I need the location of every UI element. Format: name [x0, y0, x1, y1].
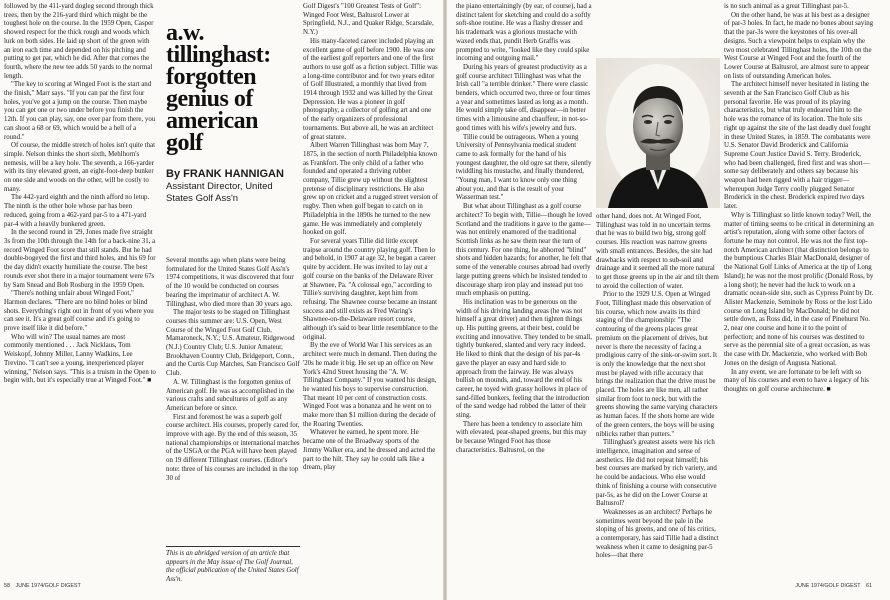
paragraph: "The key to scoring at Winged Foot is the start and the finish," Marr says. "If you can par the first four holes, you've got a jump on the course. Then maybe you can get one or two under before you finish the 12th. If you can play, say, one over par from there, you can shoot a 68 or 69, which would be a hell of a round."	[4, 81, 156, 141]
byline-author: By FRANK HANNIGAN	[166, 168, 284, 180]
paragraph: First and foremost he was a superb golf course architect. His courses, properly cared for, improve with age. By the end of this season, 35 national championships or international matches of the USGA or the PGA will have been played on 19 different Tillinghast courses. (Editor's note: three of his courses are included in the top 30 of	[166, 413, 300, 482]
paragraph: By the eve of World War I his services as an architect were much in demand. Then during the '20s he made it big. He set up an office on New York's 42nd Street housing the "A. W. Tillinghast Company." If you wanted his design, he wanted his boys to supervise construction. That meant 10 per cent of construction costs. Winged Foot was a bonanza and he went on to make more than $1 million during the decade of the Roaring Twenties.	[303, 342, 437, 428]
paragraph: The 442-yard eighth and the ninth afford no letup. The ninth is the other hole whose par has been reduced, going from a 462-yard par-5 to a 471-yard par-4 with a heavily bunkered green.	[4, 194, 150, 228]
paragraph: His inclination was to be generous on the width of his driving landing areas (he was not himself a great driver) and then tighten things up. His putting greens, at their best, could be exciting and innovative. They tended to be small, tightly bunkered, slanted and very racy indeed. He liked to think that the design of his par-4s gave the player an easy and hard side to approach from the fairway. He was always bullish on mounds, and, toward the end of his career, he toyed with grassy hollows in place of sand-filled bunkers, feeling that the introduction of the sand wedge had robbed the latter of their sting.	[456, 298, 592, 420]
paragraph: the piano entertainingly (by ear, of course), had a distinct talent for sketching and could do a softly soft-shoe routine. He was a flashy dresser and his trademark was a glorious mustache with waxed ends that, pundit Herb Graffis was prompted to write, "looked like they could spike incoming and outgoing mail."	[456, 3, 592, 63]
footer-left	[4, 583, 81, 589]
column-6	[724, 3, 874, 578]
paragraph: His many-faceted career included playing an excellent game of golf before 1900. He was one of the earliest golf reporters and one of the first authors to use golf as a fiction subject. Tillie was a long-time contributor and for two years editor of Golf Illustrated, a monthly that lived from 1914 through 1932 and was killed by the Great Depression. He was a pioneer in golf photography, a collector of golfing art and one of the early organizers of professional tournaments. But above all, he was an architect of great stature.	[303, 37, 438, 141]
paragraph: Weaknesses as an architect? Perhaps he sometimes went beyond the pale in the sloping of his greens, and one of his critics, a contemporary, has said Tillie had a distinct weakness when it came to designing par-5 holes—that there	[596, 508, 719, 560]
paragraph: The major tests to be staged on Tillinghast courses this summer are: U.S. Open, West Course of the Winged Foot Golf Club, Mamaroneck, N.Y.; U.S. Amateur, Ridgewood (N.J.) Country Club; U.S. Junior Amateur, Brookhaven Country Club, Bridgeport, Conn., and the Curtis Cup Matches, San Francisco Golf Club.	[166, 309, 300, 378]
paragraph: The architect himself never hesitated in listing the seventh at the San Francisco Golf Club as his personal favorite. He was proud of its playing characteristics, but what truly endeared him to the hole was the romance of its location. The hole sits right up against the site of the last deadly duel fought in these United States, in 1859. The combatants were U.S. Senator David Broderick and California Supreme Court Justice David S. Terry. Broderick, who had been challenged, fired first and was short—some say deliberately and others say because his weapon had been rigged with a hair trigger—whereupon Judge Terry coolly plugged Senator Broderick in the chest. Broderick expired two days later.	[724, 81, 871, 211]
column-4	[456, 3, 592, 578]
paragraph: During his years of greatest productivity as a golf course architect Tillinghast was what the Irish call "a terrible drinker." There were classic benders, which occurred two, three or four times a year and sometimes lasted as long as a month. He would simply take off, disappear—in better times with a limousine and chauffeur, in not-so-good times with his wife's jewelry and furs.	[456, 63, 591, 132]
footer-left-label: JUNE 1974/GOLF DIGEST	[15, 583, 81, 589]
paragraph: Prior to the 1929 U.S. Open at Winged Foot, Tillinghast made this observation of his course, which now awaits its third staging of the championship: "The contouring of the greens places great premium on the placement of drives, but never is there the necessity of facing a prodigious carry of the sink-or-swim sort. It is only the knowledge that the next shot must be played with rifle accuracy that brings the realization that the drive must be placed. The holes are like men, all rather similar from foot to neck, but with the greens showing the same varying characters as human faces. If the shots home are wide of the green centers, the boys will be using niblicks rather than putters."	[596, 291, 718, 438]
page-number-right: 61	[866, 583, 872, 589]
paragraph: other hand, does not. At Winged Foot, Tillinghast was told in no uncertain terms that he was to build two big, strong golf courses. His reaction was narrow greens with small entrances. Besides, the site had drawbacks with respect to sub-soil and drainage and it seemed all the more natural to get those greens up in the air and tilt them to avoid the collection of water.	[596, 213, 719, 290]
page-gutter	[443, 0, 447, 600]
tillinghast-portrait-photo	[596, 58, 720, 208]
column-1	[4, 3, 156, 578]
column-2	[166, 257, 300, 547]
paragraph: In the second round in '29, Jones made five straight 3s from the 10th through the 14th for a back-nine 31, a record Winged Foot score that still stands. But he had double-bogeyed the first and third holes, and his 69 for the day didn't exactly humiliate the course. The best rounds ever shot there in a major tournament were 67s by Sam Snead and Bob Rosburg in the 1959 Open.	[4, 229, 156, 289]
paragraph: followed by the 411-yard dogleg second through thick trees, then by the 216-yard third which might be the toughest hole on the course. In the 1959 Open, Casper showed respect for the thick rough and woods which lurk on both sides. He laid up short of the green with an iron each time and depended on his pitching and putting to get par, which he did. After that comes the fourth, where the new tee adds 50 yards to the normal length.	[4, 3, 154, 80]
paragraph: Of course, the middle stretch of holes isn't quite that simple. Nelson thinks the short sixth, Mehlhorn's nemesis, will be a key hole. The seventh, a 166-yarder with its tiny elevated green, an eight-foot-deep bunker on one side and woods on the other, will be costly to many.	[4, 142, 155, 193]
paragraph: Tillie could be outrageous. When a young University of Pennsylvania medical student came to ask formally for the hand of his youngest daughter, the old ogre sat there, silently twiddling his mustache, and finally thundered, "Young man, I want to know only one thing about you, and that is the result of your Wasserman test."	[456, 133, 592, 202]
paragraph: "There's nothing unfair about Winged Foot," Harmon declares. "There are no blind holes or blind shots. Everything's right out in front of you where you can see it. It's a great golf course and it's going to prove itself like it did before."	[4, 290, 154, 333]
footer-right-label: JUNE 1974/GOLF DIGEST	[795, 583, 861, 589]
page-number-left: 58	[4, 583, 10, 589]
paragraph: Golf Digest's "100 Greatest Tests of Golf": Winged Foot West, Baltusrol Lower at Springfield, N.J., and Quaker Ridge, Scarsdale, N.Y.)	[303, 3, 434, 37]
byline-role: Assistant Director, United States Golf Ass'n	[166, 181, 273, 204]
abridge-note: This is an abridged version of an article that appears in the May issue of The Golf Journal, the official publication of the United States Golf Ass'n.	[166, 546, 300, 584]
paragraph: On the other hand, he was at his best as a designer of par-3 holes. In fact, he made no bones about saying that the par-3s were the keystones of his over-all designs. Such a viewpoint helps to explain why the two most celebrated Tillinghast holes, the 10th on the West Course at Winged Foot and the fourth of the Lower Course at Baltusrol, are almost sure to appear on lists of outstanding American holes.	[724, 11, 874, 80]
paragraph: Tillinghast's greatest assets were his rich intelligence, imagination and sense of aesthetics. He did not repeat himself; his best courses are marked by rich variety, and he could be audacious. Who else would think of finishing a course with consecutive par-5s, as he did on the Lower Course at Baltusrol?	[596, 439, 717, 508]
column-3	[303, 3, 438, 578]
portrait-illustration	[596, 58, 720, 208]
paragraph: Why is Tillinghast so little known today? Well, the matter of timing seems to be critical in determining an artist's reputation, along with some other factors of fortune he may not control. He was not the first top-notch American architect (that distinction belongs to the bumptious Charles Blair MacDonald, designer of the National Golf Links of America at the tip of Long Island); he was not the most prolific (Donald Ross, by a long shot); he never had the luck to work on a dramatic ocean-side site, such as Cypress Point by Dr. Alister Mackenzie, Seminole by Ross or the lost Lido course on Long Island by MacDonald; he did not settle down, as Ross did, in the case of Pinehurst No. 2, near one course and hone it to the point of perfection; and none of his courses was destined to serve as the perennial site of a great occasion, as was the case with Dr. Mackenzie, who worked with Bob Jones on the design of Augusta National.	[724, 211, 874, 367]
paragraph: For several years Tillie did little except traipse around the country playing golf. Then lo and behold, in 1907 at age 32, he began a career quite by accident. He was invited to lay out a golf course on the banks of the Delaware River at Shawnee, Pa. "A colossal ego," according to Tillie's surviving daughter, kept him from refusing. The Shawnee course became an instant success and still exists as Fred Waring's Shawnee-on-the-Delaware resort course, although it's said to bear little resemblance to the original.	[303, 237, 438, 341]
article-title: a.w. tillinghast: forgotten genius of american golf	[166, 20, 271, 156]
paragraph: In any event, we are fortunate to be left with so many of his courses and even to have a legacy of his thoughts on golf course architecture. ■	[724, 368, 869, 393]
paragraph: Albert Warren Tillinghast was born May 7, 1875, in the section of north Philadelphia known as Frankfort. The only child of a father who founded and operated a thriving rubber company, Tillie grew up without the slightest pretense of disciplinary restrictions. He also grew up on cricket and a rugged street version of rugby. Then when golf began to catch on in Philadelphia in the 1890s he turned to the new game. He was immediately and completely hooked on golf.	[303, 142, 438, 237]
paragraph: Several months ago when plans were being formulated for the United States Golf Ass'n's 1974 competitions, it was discovered that four of the 10 would be conducted on courses bearing the imprimatur of architect A. W. Tillinghast, who died more than 30 years ago.	[166, 257, 294, 308]
paragraph: is no such animal as a great Tillinghast par-5.	[724, 3, 849, 10]
paragraph: Who will win? The usual names are most commonly mentioned . . . Jack Nicklaus, Tom Weiskopf, Johnny Miller, Lanny Wadkins, Lee Trevino. "I can't see a young, inexperienced player winning," Nelson says. "This is a truism in the Open to begin with, but it's especially true at Winged Foot." ■	[4, 333, 156, 385]
paragraph: A. W. Tillinghast is the forgotten genius of American golf. He was as accomplished in the various crafts and subcultures of golf as any American before or since.	[166, 378, 295, 412]
column-5	[596, 213, 720, 578]
paragraph: Whatever he earned, he spent more. He became one of the Broadway sports of the Jimmy Walker era, and he dressed and acted the part to the hilt. They say he could talk like a dream, play	[303, 429, 436, 472]
article-header	[166, 22, 300, 205]
footer-right	[795, 583, 876, 589]
paragraph: There has been a tendency to associate him with elevated, pear-shaped greens, but this may be because Winged Foot has those characteristics. Baltusrol, on the	[456, 420, 587, 454]
paragraph: But what about Tillinghast as a golf course architect? To begin with, Tillie—though he loved Scotland and the traditions it gave to the game—was not entirely enamored of the traditional Scottish links as he saw them near the turn of this century. For one thing, he abhorred "blind" shots and hidden hazards; for another, he felt that some of the venerable courses abroad had overly large putting greens which he insisted tended to discourage sharp iron play and instead put too much emphasis on putting.	[456, 203, 592, 298]
byline	[166, 168, 300, 205]
